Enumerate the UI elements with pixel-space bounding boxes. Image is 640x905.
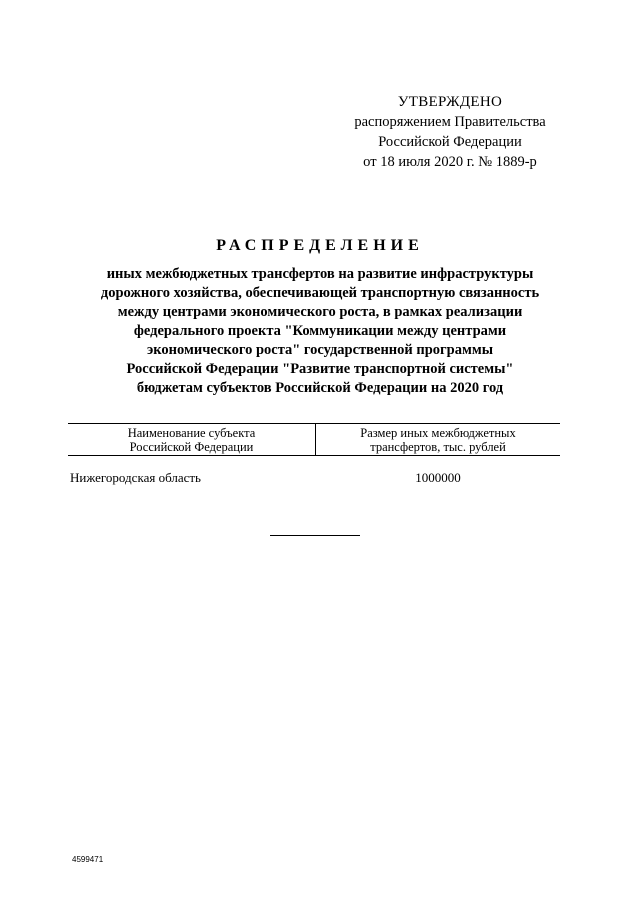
column-header-subject — [68, 424, 316, 455]
document-title: РАСПРЕДЕЛЕНИЕ — [216, 237, 424, 254]
table-row — [68, 470, 560, 486]
column-header-subject-line-1: Наименование субъекта — [127, 426, 256, 440]
approval-block — [340, 92, 560, 172]
subtitle-line: экономического роста" государственной программы — [146, 342, 494, 358]
column-header-amount — [316, 424, 560, 455]
document-id: 4599471 — [72, 855, 104, 864]
approval-line-2: Российской Федерации — [378, 134, 522, 150]
distribution-table — [68, 423, 560, 486]
cell-amount: 1000000 — [415, 470, 461, 485]
subtitle-line: бюджетам субъектов Российской Федерации на 2020 год — [136, 380, 504, 396]
approval-line-3: от 18 июля 2020 г. № 1889-р — [363, 154, 537, 170]
column-header-amount-line-1: Размер иных межбюджетных — [360, 426, 516, 440]
subtitle-line: между центрами экономического роста, в рамках реализации — [117, 304, 523, 320]
subtitle-line: дорожного хозяйства, обеспечивающей транспортную связанность — [100, 285, 540, 301]
subtitle-line: федерального проекта "Коммуникации между центрами — [133, 323, 507, 339]
subtitle-line: Российской Федерации "Развитие транспортной системы" — [126, 361, 514, 377]
end-divider — [270, 535, 360, 536]
approval-heading: УТВЕРЖДЕНО — [397, 94, 503, 110]
approval-line-1: распоряжением Правительства — [354, 114, 546, 130]
table-header-row — [68, 423, 560, 456]
column-header-subject-line-2: Российской Федерации — [129, 440, 254, 454]
subtitle-line: иных межбюджетных трансфертов на развитие инфраструктуры — [106, 266, 534, 282]
cell-subject: Нижегородская область — [70, 470, 201, 485]
document-subtitle — [60, 265, 580, 398]
column-header-amount-line-2: трансфертов, тыс. рублей — [370, 440, 506, 454]
